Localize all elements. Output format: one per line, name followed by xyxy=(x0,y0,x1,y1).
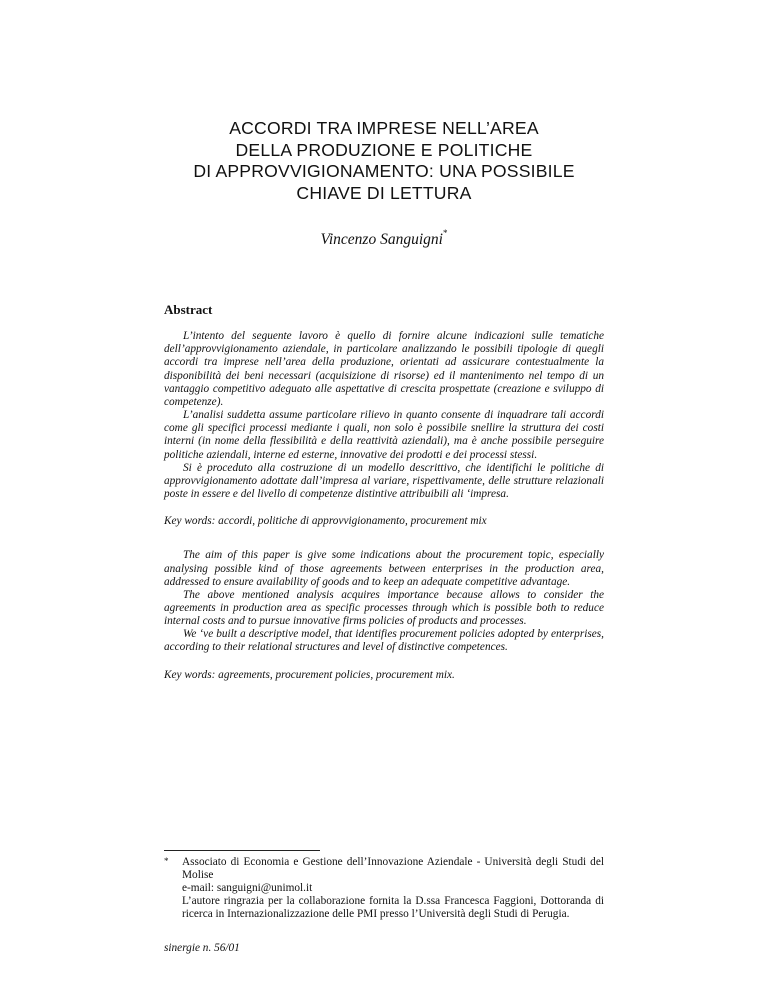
author-footnote xyxy=(164,856,604,921)
italian-keywords: Key words: accordi, politiche di approvvigionamento, procurement mix xyxy=(164,515,487,528)
title-line: DI APPROVVIGIONAMENTO: UNA POSSIBILE xyxy=(193,161,575,181)
abstract-english-paragraph: We ‘ve built a descriptive model, that identifies procurement policies adopted by enterprises, according to their relational structures and level of distinctive competences. xyxy=(164,628,604,654)
footnote-separator xyxy=(164,850,320,851)
title-line: ACCORDI TRA IMPRESE NELL’AREA xyxy=(229,118,539,138)
abstract-english-paragraph: The above mentioned analysis acquires importance because allows to consider the agreements in production area as specific processes through which is possible both to reduce internal costs and to pursue innovative firms policies of products and processes. xyxy=(164,588,604,628)
abstract-italian-paragraph: Si è proceduto alla costruzione di un modello descrittivo, che identifichi le politiche di approvvigionamento adottate dall’impresa al variare, rispettivamente, delle strutture relazionali poste in essere e del livello di competenze distintive attribuibili ali ‘impresa. xyxy=(164,461,604,501)
author-footnote-mark: * xyxy=(442,228,448,238)
abstract-section xyxy=(164,303,604,703)
paper-title xyxy=(120,118,648,204)
title-line: CHIAVE DI LETTURA xyxy=(296,182,472,203)
author-line xyxy=(0,230,768,249)
english-keywords: Key words: agreements, procurement policies, procurement mix. xyxy=(164,668,455,681)
title-line: DELLA PRODUZIONE E POLITICHE xyxy=(235,139,533,160)
author-name: Vincenzo Sanguigni xyxy=(320,231,443,249)
footnote-mark: * xyxy=(164,856,169,866)
abstract-heading: Abstract xyxy=(164,302,213,317)
abstract-italian-paragraph: L’intento del seguente lavoro è quello di fornire alcune indicazioni sulle tematiche dell’approvvigionamento aziendale, in particolare analizzando le possibili tipologie di quegli accordi tra imprese nell’area della produzione, orientati ad assicurare contestualmente la disponibilità dei beni necessari (acquisizione di risorse) ed il mantenimento nel tempo di un vantaggio competitivo adeguato alle aspettative di crescita prospettate (creazione e sviluppo di competenze). xyxy=(164,330,604,408)
footnote-line: e-mail: sanguigni@unimol.it xyxy=(182,882,313,895)
footnote-line: Associato di Economia e Gestione dell’Innovazione Aziendale - Università degli Studi del Molise xyxy=(182,856,604,882)
footnote-line: L’autore ringrazia per la collaborazione fornita la D.ssa Francesca Faggioni, Dottoranda di ricerca in Internazionalizzazione delle PMI presso l’Università degli Studi di Perugia. xyxy=(182,895,604,921)
journal-reference: sinergie n. 56/01 xyxy=(164,942,240,954)
abstract-italian-paragraph: L’analisi suddetta assume particolare rilievo in quanto consente di inquadrare tali accordi come gli specifici processi mediante i quali, non solo è possibile snellire la struttura dei costi interni (in nome della flessibilità e della reattività aziendali), ma è anche possibile perseguire politiche aziendali, interne ed esterne, innovative dei prodotti e dei processi stessi. xyxy=(164,409,604,461)
abstract-english-paragraph: The aim of this paper is give some indications about the procurement topic, especially analysing possible kind of those agreements between enterprises in the production area, addressed to ensure availability of goods and to keep an adequate competitive advantage. xyxy=(164,549,604,588)
